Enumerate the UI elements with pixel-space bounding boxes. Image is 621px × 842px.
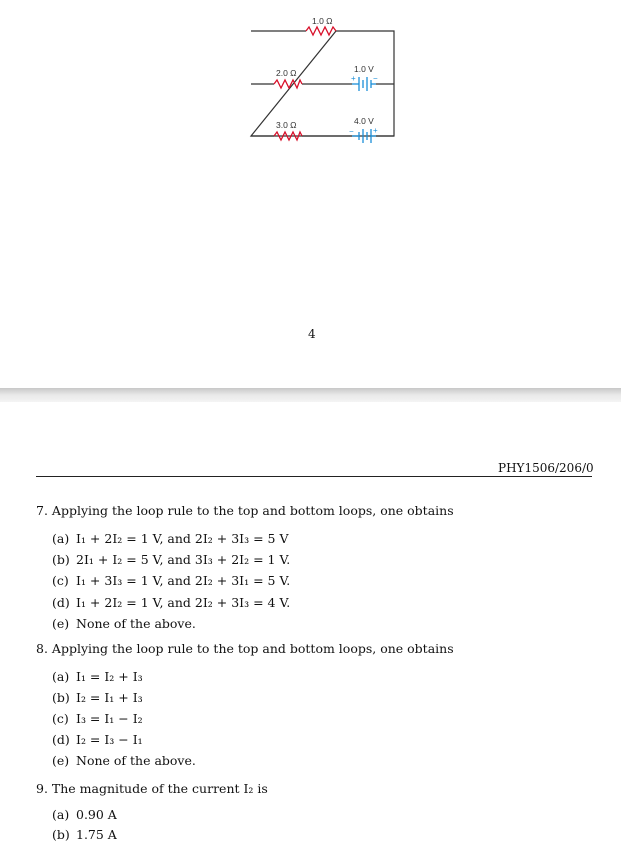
- question-text: Applying the loop rule to the top and bottom loops, one obtains: [51, 641, 454, 656]
- question-number: 9.: [36, 781, 48, 796]
- question-9: [36, 781, 268, 796]
- battery-bottom-minus: −: [349, 127, 354, 136]
- question-number: 8.: [36, 641, 48, 656]
- circuit-diagram: [240, 10, 410, 145]
- battery-middle-label: 1.0 V: [354, 64, 374, 74]
- resistor-bottom-label: 3.0 Ω: [276, 120, 297, 130]
- option-label: (a): [52, 807, 70, 822]
- option-label: (a): [52, 669, 70, 684]
- battery-bottom-plus: +: [373, 126, 378, 135]
- option-label: (a): [52, 531, 70, 546]
- page-upper: [0, 0, 621, 388]
- option-text: I₁ + 2I₂ = 1 V, and 2I₂ + 3I₃ = 5 V: [76, 531, 289, 546]
- question-8-option-c: [52, 711, 143, 726]
- resistor-middle: [274, 80, 302, 88]
- option-label: (e): [52, 616, 70, 631]
- option-text: I₁ + 3I₃ = 1 V, and 2I₂ + 3I₁ = 5 V.: [76, 573, 291, 588]
- question-7-option-b: [52, 552, 290, 567]
- question-8-option-b: [52, 690, 143, 705]
- question-7-option-a: [52, 531, 288, 546]
- option-text: None of the above.: [76, 616, 196, 631]
- option-label: (b): [52, 690, 70, 705]
- option-text: 1.75 A: [76, 827, 117, 842]
- question-8-option-e: [52, 753, 196, 768]
- question-8-option-a: [52, 669, 143, 684]
- option-text: 0.90 A: [76, 807, 117, 822]
- option-text: 2I₁ + I₂ = 5 V, and 3I₃ + 2I₂ = 1 V.: [76, 552, 291, 567]
- question-text: Applying the loop rule to the top and bottom loops, one obtains: [51, 503, 454, 518]
- question-text: The magnitude of the current I₂ is: [51, 781, 268, 796]
- page-number: 4: [308, 327, 316, 341]
- question-7-option-c: [52, 573, 290, 588]
- option-label: (d): [52, 595, 70, 610]
- question-8-option-d: [52, 732, 143, 747]
- option-text: I₁ + 2I₂ = 1 V, and 2I₂ + 3I₃ = 4 V.: [76, 595, 291, 610]
- option-label: (e): [52, 753, 70, 768]
- battery-middle-minus: −: [373, 74, 378, 83]
- resistor-top-label: 1.0 Ω: [312, 16, 333, 26]
- option-text: None of the above.: [76, 753, 196, 768]
- option-label: (b): [52, 827, 70, 842]
- battery-middle-plus: +: [351, 74, 356, 83]
- header-rule: [36, 476, 592, 477]
- option-text: I₂ = I₃ − I₁: [76, 732, 143, 747]
- option-label: (b): [52, 552, 70, 567]
- option-label: (c): [52, 573, 69, 588]
- battery-bottom-label: 4.0 V: [354, 116, 374, 126]
- resistor-middle-label: 2.0 Ω: [276, 68, 297, 78]
- option-text: I₂ = I₁ + I₃: [76, 690, 143, 705]
- course-code: PHY1506/206/0: [498, 461, 594, 475]
- question-9-option-a: [52, 807, 117, 822]
- page-lower: [0, 402, 621, 842]
- page-separator: [0, 388, 621, 402]
- option-label: (d): [52, 732, 70, 747]
- option-label: (c): [52, 711, 69, 726]
- question-8: [36, 641, 454, 656]
- question-7-option-d: [52, 595, 290, 610]
- option-text: I₃ = I₁ − I₂: [76, 711, 143, 726]
- resistor-top: [306, 27, 336, 35]
- option-text: I₁ = I₂ + I₃: [76, 669, 143, 684]
- question-number: 7.: [36, 503, 48, 518]
- question-7-option-e: [52, 616, 196, 631]
- question-7: [36, 503, 454, 518]
